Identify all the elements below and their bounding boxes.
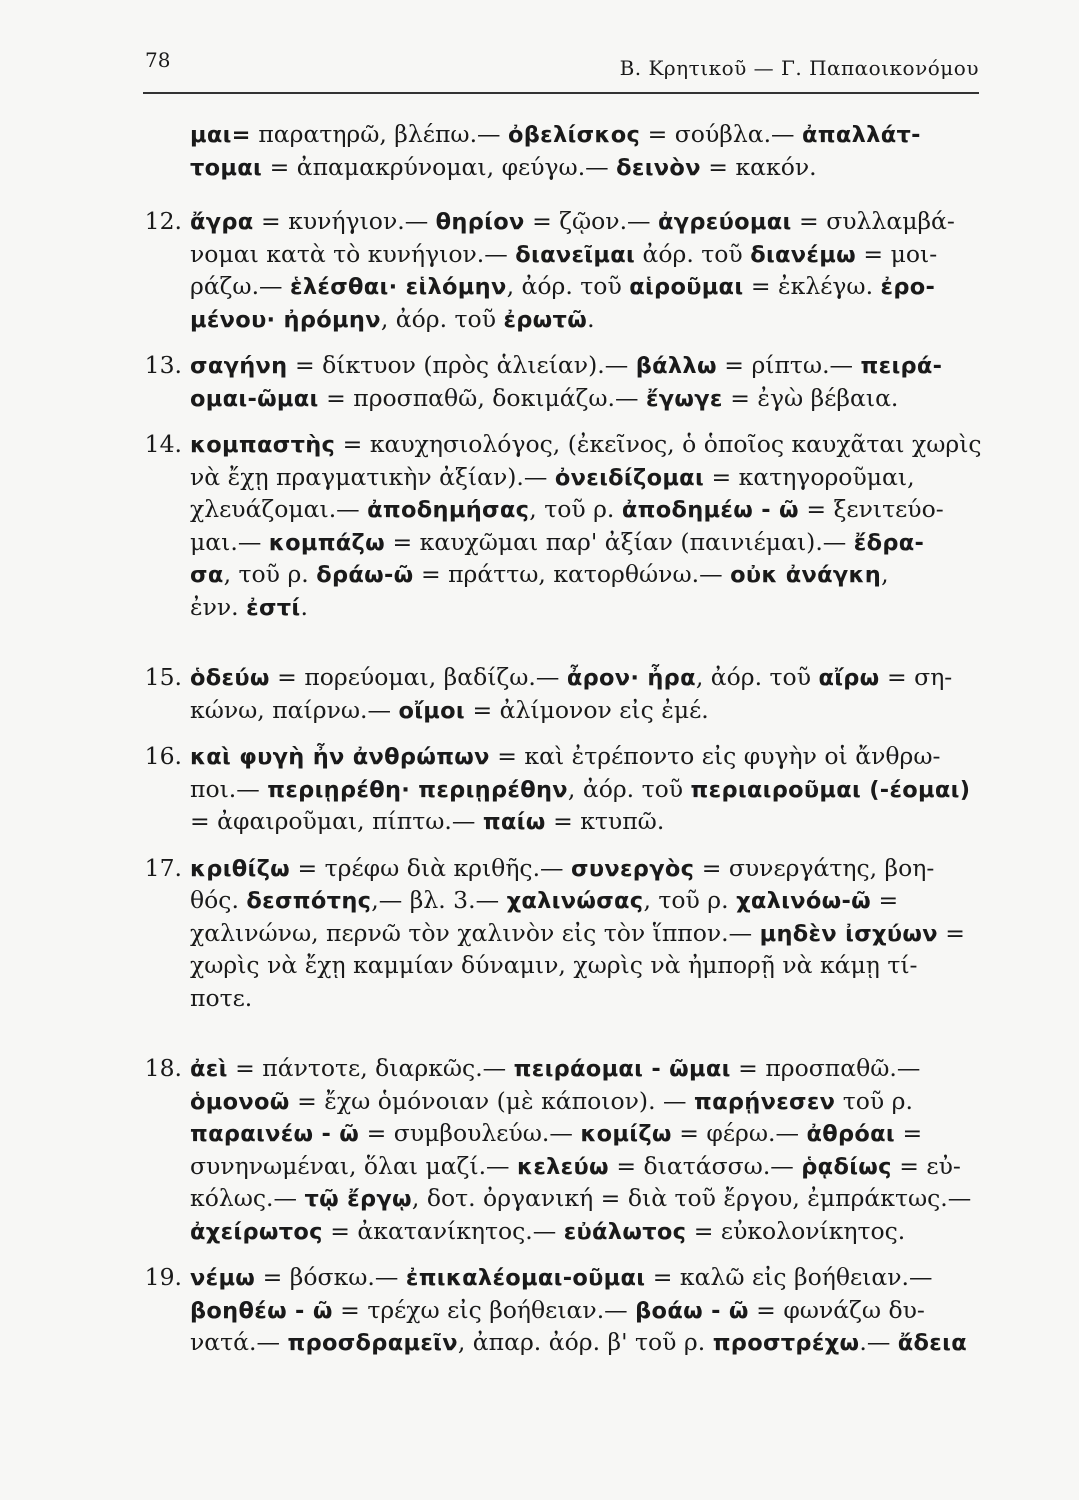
definition-text: , ἀπαρ. ἀόρ. β' τοῦ ρ. <box>457 1328 713 1356</box>
entry-number: 18. <box>144 1054 182 1082</box>
definition-text: κώνω, παίρνω.— <box>190 695 399 724</box>
entry-line <box>190 1117 980 1150</box>
definition-text: χλευάζομαι.— <box>190 495 368 523</box>
entry-number: 17. <box>144 853 182 882</box>
definition-text: = ση- <box>879 663 953 691</box>
entry-line <box>190 349 980 382</box>
entry-line <box>190 238 980 271</box>
definition-text: ποτε. <box>190 983 253 1012</box>
headword: περιῃρέθη· περιῃρέθην <box>267 776 568 803</box>
headword: καὶ φυγὴ ἦν ἀνθρώπων <box>190 744 490 770</box>
headword: εὐάλωτος <box>563 1218 687 1245</box>
definition-text: νὰ ἔχῃ πραγματικὴν ἀξίαν).— <box>190 462 555 491</box>
headword: ἀχείρωτος <box>190 1218 323 1245</box>
headword: ὀβελίσκος <box>508 122 641 148</box>
entry-line <box>190 884 980 917</box>
headword: πειρά- <box>860 353 943 379</box>
entry-line <box>190 852 980 885</box>
headword: ἐστί <box>246 594 301 621</box>
entry-number: 12. <box>144 207 182 235</box>
definition-text: .— <box>859 1328 898 1356</box>
definition-text: = σούβλα.— <box>640 120 803 148</box>
definition-text: = προσπαθῶ, δοκιμάζω.— <box>318 383 646 412</box>
headword: κελεύω <box>517 1153 609 1180</box>
headword: κριθίζω <box>190 855 291 882</box>
entry-line <box>190 740 980 773</box>
headword: ἐπικαλέομαι-οῦμαι <box>405 1265 646 1291</box>
definition-text: = φωνάζω δυ- <box>748 1295 925 1324</box>
definition-text: = <box>937 918 965 947</box>
definition-text: χαλινώνω, περνῶ τὸν χαλινὸν εἰς τὸν ἵππον.— <box>190 918 760 947</box>
glossary-entry <box>144 740 980 838</box>
definition-text: = ἐγὼ βέβαια. <box>722 383 899 412</box>
headword: αἱροῦμαι <box>629 274 744 300</box>
headword: δεσπότης <box>246 888 372 914</box>
definition-text: = ρίπτω.— <box>716 351 861 379</box>
entry-line <box>190 1150 980 1183</box>
definition-text: = φέρω.— <box>671 1119 807 1147</box>
definition-text: = <box>895 1119 923 1147</box>
headword: ἄγρα <box>190 209 254 235</box>
headword: τῷ ἔργῳ <box>304 1186 412 1212</box>
definition-text: = ἐκλέγω. <box>743 272 881 300</box>
definition-text: , δοτ. ὀργανική = διὰ τοῦ ἔργου, ἐμπράκτως.— <box>411 1184 972 1212</box>
entry-line <box>190 382 980 415</box>
glossary-entry <box>190 118 980 183</box>
entry-line <box>190 303 980 336</box>
entry-line <box>190 917 980 950</box>
entry-line <box>190 694 980 727</box>
definition-text: , <box>881 560 889 588</box>
definition-text: = εὐ- <box>891 1151 961 1180</box>
definition-text: τοῦ ρ. <box>835 1086 913 1115</box>
headword: αἴρω <box>818 665 880 691</box>
entry-number: 14. <box>144 430 182 458</box>
definition-text: = πάντοτε, διαρκῶς.— <box>227 1054 514 1082</box>
entry-line <box>190 461 980 494</box>
headword: ομαι-ῶμαι <box>190 385 319 412</box>
headword: κομπαστὴς <box>190 432 336 458</box>
entry-line <box>190 493 980 526</box>
definition-text: = ξενιτεύο- <box>798 495 944 523</box>
headword: ἑλέσθαι· εἱλόμην <box>290 274 507 300</box>
entry-line <box>190 773 980 806</box>
entry-line <box>190 982 980 1015</box>
definition-text: κόλως.— <box>190 1184 305 1212</box>
definition-text: = ἀλίμονον εἰς ἐμέ. <box>465 695 709 724</box>
glossary-entry <box>144 852 980 1015</box>
headword: σα <box>190 562 224 588</box>
entry-line <box>190 151 980 184</box>
definition-text: = κυνήγιον.— <box>253 207 436 235</box>
definition-text: ποι.— <box>190 774 268 803</box>
definition-text: = καυχῶμαι παρ' ἀξίαν (παινιέμαι).— <box>385 527 854 556</box>
definition-text: ἐνν. <box>190 592 247 621</box>
headword: δράω-ῶ <box>316 562 414 588</box>
definition-text: συνηνωμέναι, ὅλαι μαζί.— <box>190 1151 518 1180</box>
headword: ἐρωτῶ <box>503 306 588 333</box>
definition-text: = δίκτυον (πρὸς ἁλιείαν).— <box>287 351 636 379</box>
headword: βοάω - ῶ <box>635 1297 749 1324</box>
entry-line <box>190 661 980 694</box>
headword: πειράομαι - ῶμαι <box>513 1056 731 1082</box>
entry-line <box>190 949 980 982</box>
definition-text: = καυχησιολόγος, (ἐκεῖνος, ὁ ὁποῖος καυχᾶται χωρὶς <box>335 430 982 458</box>
entry-line <box>190 591 980 624</box>
definition-text: ἀόρ. τοῦ <box>635 239 751 268</box>
definition-text: = καλῶ εἰς βοήθειαν.— <box>645 1263 933 1291</box>
glossary-entry <box>144 349 980 414</box>
headword: ἆρον· ἦρα <box>566 665 696 691</box>
headword: κομπάζω <box>268 529 386 556</box>
headword: συνεργὸς <box>571 855 695 882</box>
definition-text: = συνεργάτης, βοη- <box>694 853 935 882</box>
entry-line <box>190 428 980 461</box>
definition-text: ,— βλ. 3.— <box>371 886 507 914</box>
definition-text: , ἀόρ. τοῦ <box>567 774 691 803</box>
entry-line <box>190 1085 980 1118</box>
definition-text: νομαι κατὰ τὸ κυνήγιον.— <box>190 239 516 268</box>
entry-line <box>190 1294 980 1327</box>
headword: παίω <box>482 809 546 835</box>
definition-text: = μοι- <box>855 239 938 268</box>
definition-text: = συλλαμβά- <box>791 207 955 235</box>
headword: μαι= <box>190 122 251 148</box>
headword: μηδὲν ἰσχύων <box>759 920 938 947</box>
glossary-entry <box>144 661 980 726</box>
glossary-body <box>144 118 982 1359</box>
definition-text: , τοῦ ρ. <box>643 886 737 914</box>
headword: βάλλω <box>635 353 717 379</box>
headword: διανέμω <box>750 241 856 268</box>
headword: ὁδεύω <box>190 665 270 691</box>
glossary-entry <box>144 205 980 335</box>
definition-text: , ἀόρ. τοῦ <box>695 663 819 691</box>
glossary-entry <box>144 1261 980 1359</box>
definition-text: , ἀόρ. τοῦ <box>506 272 630 300</box>
headword: παραινέω - ῶ <box>190 1121 360 1147</box>
headword: προσδραμεῖν <box>287 1330 458 1356</box>
definition-text: = προσπαθῶ.— <box>730 1054 921 1082</box>
headword: μένου· ἠρόμην <box>190 306 381 333</box>
headword: τομαι <box>190 154 263 181</box>
entry-line <box>190 526 980 559</box>
running-head: Β. Κρητικοῦ — Γ. Παπαοικονόμου <box>619 56 979 80</box>
definition-text: χωρὶς νὰ ἔχῃ καμμίαν δύναμιν, χωρὶς νὰ ἠμπορῇ νὰ κάμῃ τί- <box>190 951 918 979</box>
definition-text: = βόσκω.— <box>255 1263 406 1291</box>
headword: νέμω <box>190 1265 256 1291</box>
definition-text: = συμβουλεύω.— <box>359 1119 581 1147</box>
entry-line <box>190 118 980 151</box>
headword: ἄδεια <box>897 1330 967 1356</box>
definition-text: = ζῷον.— <box>524 207 659 235</box>
definition-text: . <box>587 304 595 333</box>
definition-text: = πορεύομαι, βαδίζω.— <box>269 663 567 691</box>
headword: ἀγρεύομαι <box>658 209 792 235</box>
entry-line <box>190 1052 980 1085</box>
definition-text: παρατηρῶ, βλέπω.— <box>250 120 509 148</box>
headword: περιαιροῦμαι (-έομαι) <box>690 776 971 803</box>
entry-line <box>190 205 980 238</box>
definition-text: = κατηγοροῦμαι, <box>704 462 915 491</box>
headword: χαλινώσας <box>506 888 644 914</box>
definition-text: = κτυπῶ. <box>545 807 665 835</box>
entry-number: 13. <box>144 351 182 379</box>
glossary-entry <box>144 428 982 623</box>
definition-text: = <box>870 886 899 914</box>
headword: ἀθρόαι <box>806 1121 895 1147</box>
entry-line <box>190 1215 980 1248</box>
header-rule <box>143 92 979 94</box>
definition-text: μαι.— <box>190 527 269 556</box>
definition-text: , τοῦ ρ. <box>529 495 622 523</box>
definition-text: = εὐκολονίκητος. <box>686 1216 906 1245</box>
definition-text: = ἀκατανίκητος.— <box>322 1216 564 1245</box>
headword: σαγήνη <box>190 353 288 379</box>
definition-text: ράζω.— <box>190 272 291 300</box>
definition-text: , ἀόρ. τοῦ <box>380 304 504 333</box>
definition-text: = καὶ ἐτρέποντο εἰς φυγὴν οἱ ἄνθρω- <box>489 742 941 770</box>
entry-line <box>190 270 980 303</box>
headword: ῥᾳδίως <box>801 1153 892 1180</box>
definition-text: = τρέχω εἰς βοήθειαν.— <box>332 1295 636 1324</box>
headword: ἔδρα- <box>853 529 925 556</box>
headword: θηρίον <box>435 209 525 235</box>
definition-text: = κακόν. <box>700 152 817 181</box>
headword: ἀπαλλάτ- <box>802 122 921 148</box>
entry-line <box>190 1182 980 1215</box>
entry-number: 19. <box>144 1263 182 1291</box>
entry-line <box>190 1261 980 1294</box>
definition-text: = διατάσσω.— <box>608 1151 802 1180</box>
definition-text: νατά.— <box>190 1328 288 1356</box>
headword: κομίζω <box>580 1121 672 1147</box>
headword: βοηθέω - ῶ <box>190 1297 333 1324</box>
entry-number: 15. <box>144 663 182 691</box>
headword: ἀποδημέω - ῶ <box>621 497 799 523</box>
headword: οἴμοι <box>398 697 465 724</box>
definition-text: = πράττω, κατορθώνω.— <box>413 560 731 588</box>
page-number: 78 <box>145 48 171 72</box>
entry-line <box>190 558 980 591</box>
glossary-entry <box>144 1052 980 1247</box>
definition-text: = τρέφω διὰ κριθῆς.— <box>290 853 572 882</box>
entry-line <box>190 805 980 838</box>
definition-text: = ἔχω ὁμόνοιαν (μὲ κάποιον). — <box>289 1086 694 1115</box>
headword: ἔγωγε <box>645 385 723 412</box>
headword: προστρέχω <box>712 1330 860 1356</box>
entry-number: 16. <box>144 742 182 770</box>
headword: ἀποδημήσας <box>367 497 530 523</box>
definition-text: . <box>300 592 308 621</box>
headword: οὐκ ἀνάγκη <box>730 562 882 588</box>
headword: δεινὸν <box>616 154 701 181</box>
entry-line <box>190 1326 980 1359</box>
headword: διανεῖμαι <box>515 241 636 268</box>
headword: ὁμονοῶ <box>190 1088 290 1115</box>
headword: ἐρο- <box>880 274 936 300</box>
definition-text: θός. <box>190 886 247 914</box>
headword: χαλινόω-ῶ <box>736 888 871 914</box>
headword: ὀνειδίζομαι <box>554 464 705 491</box>
headword: παρῄνεσεν <box>693 1088 836 1115</box>
definition-text: , τοῦ ρ. <box>223 560 317 588</box>
headword: ἀεὶ <box>190 1056 228 1082</box>
definition-text: = ἀπαμακρύνομαι, φεύγω.— <box>262 152 617 181</box>
definition-text: = ἀφαιροῦμαι, πίπτω.— <box>190 807 483 835</box>
